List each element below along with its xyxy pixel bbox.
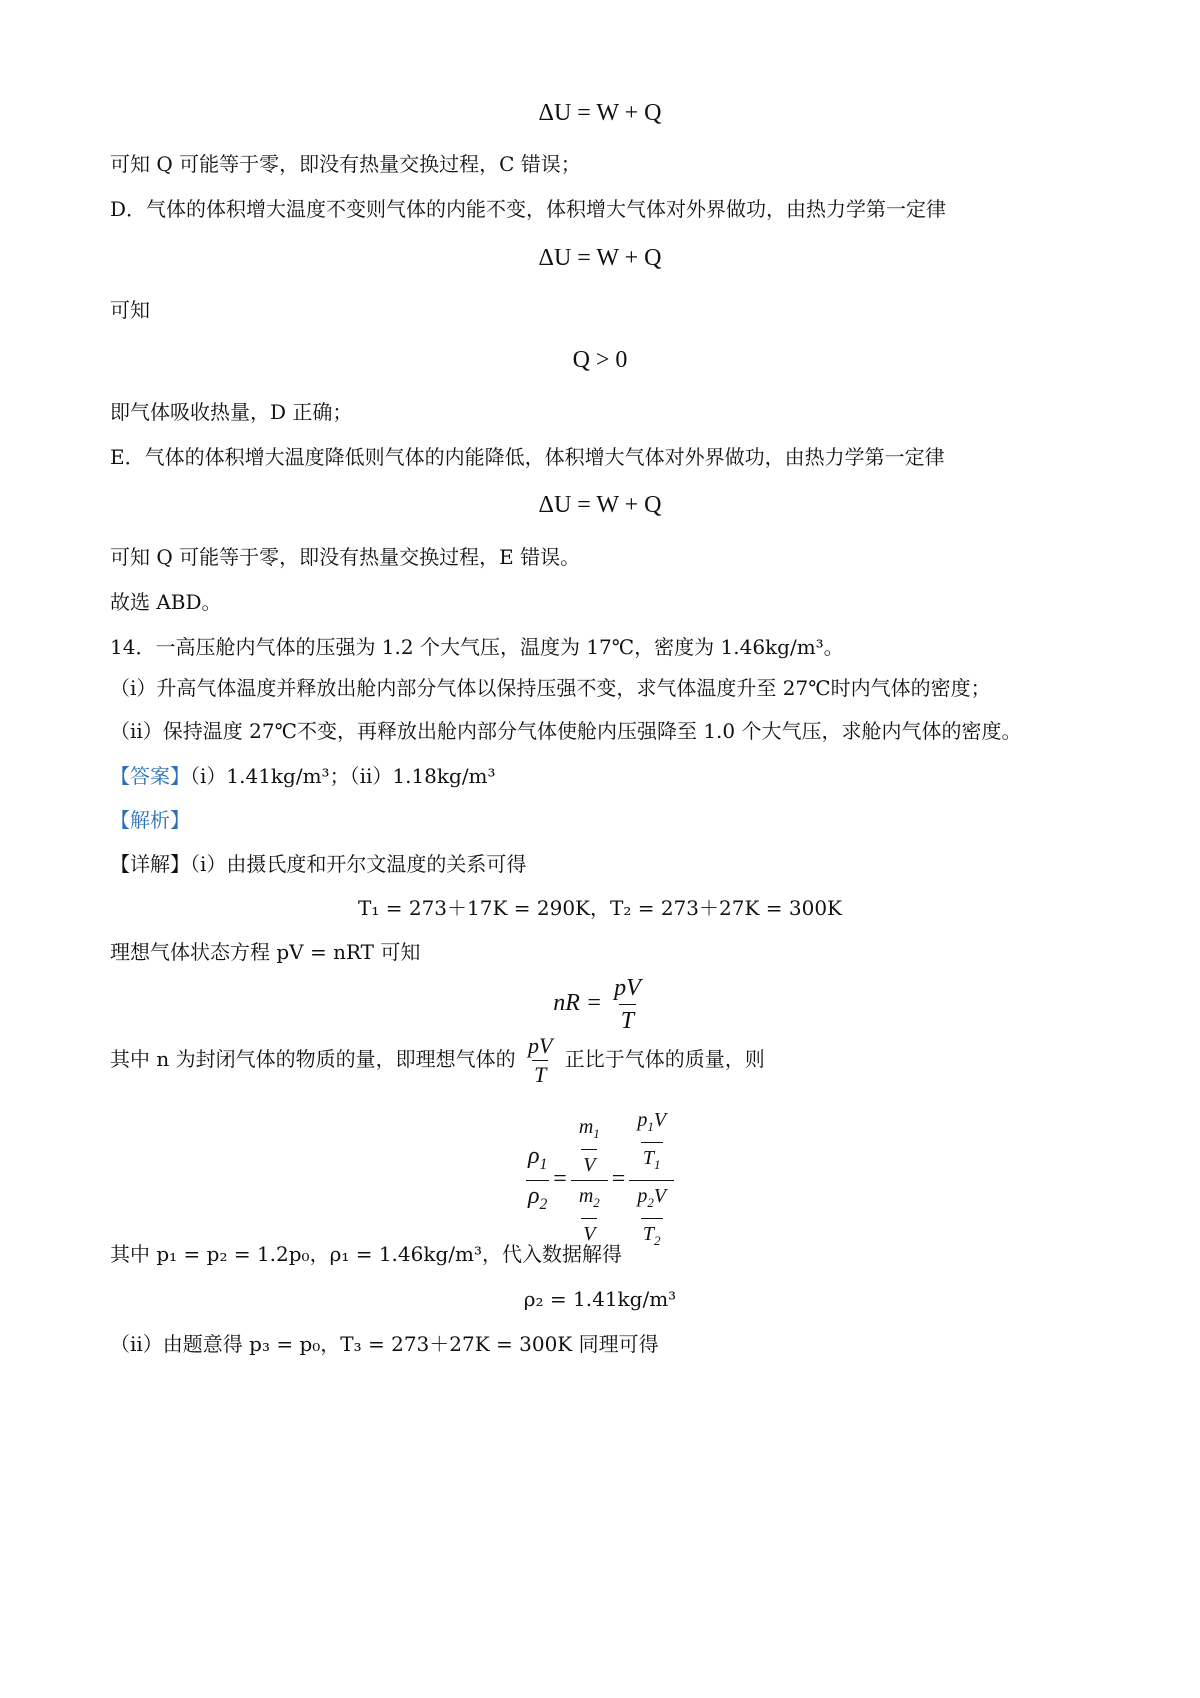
analysis-tag: 【解析】 (110, 808, 190, 832)
answer-tag: 【答案】 (110, 764, 190, 788)
text-line-c: 可知 Q 可能等于零，即没有热量交换过程，C 错误； (110, 152, 581, 176)
question-14-part-ii: （ii）保持温度 27℃不变，再释放出舱内部分气体使舱内压强降至 1.0 个大气压，求舱内气体的密度。 (110, 719, 1022, 743)
m2-over-V: $\frac{m_2}{V}$ (571, 1180, 608, 1249)
answer-line (110, 762, 496, 790)
fraction-pV-over-T-ratio (629, 1105, 674, 1256)
equation-rho2: ρ₂ = 1.41kg/m³ (523, 1287, 677, 1311)
equation-first-law-2: ΔU = W + Q (538, 245, 662, 271)
equation-nR (0, 972, 1200, 1037)
fraction-denominator: T (619, 1004, 636, 1037)
text-e-wrong: 可知 Q 可能等于零，即没有热量交换过程，E 错误。 (110, 545, 581, 569)
detail-line: 【详解】（i）由摄氏度和开尔文温度的关系可得 (110, 852, 527, 876)
equation-first-law-3: ΔU = W + Q (538, 492, 662, 518)
answer-text: （i）1.41kg/m³；（ii）1.18kg/m³ (190, 764, 496, 788)
n-description-line (110, 1032, 765, 1089)
inline-fraction-numerator: pV (527, 1033, 553, 1058)
fraction-pV-over-T (612, 972, 643, 1037)
equation-density-ratio: $\frac{\rho_1}{\rho_2}$ = $\frac{\frac{m_1}{V}}{\frac{m_2}{V}}$ = $\frac{\frac{p_1V}{T_1}}{\frac{p_2V}{T_2}}$ (0, 1105, 1200, 1256)
p2V-over-T2: $\frac{p_2V}{T_2}$ (629, 1180, 674, 1256)
rho1-symbol: $\rho_1$ (527, 1143, 548, 1173)
text-select-answer: 故选 ABD。 (110, 590, 222, 614)
part-ii-line: （ii）由题意得 p₃ = p₀，T₃ = 273＋27K = 300K 同理可得 (110, 1332, 659, 1356)
text-kezhi: 可知 (110, 298, 150, 322)
equation-first-law-1: ΔU = W + Q (538, 100, 662, 126)
equation-temperatures: T₁ = 273＋17K = 290K，T₂ = 273＋27K = 300K (358, 896, 842, 920)
given-values-line: 其中 p₁ = p₂ = 1.2p₀，ρ₁ = 1.46kg/m³，代入数据解得 (110, 1242, 622, 1266)
m1-over-V: $\frac{m_1}{V}$ (571, 1112, 608, 1180)
equation-q-positive: Q > 0 (572, 347, 628, 373)
question-14-part-i: （i）升高气体温度并释放出舱内部分气体以保持压强不变，求气体温度升至 27℃时内气体的密度； (110, 676, 991, 700)
ideal-gas-line: 理想气体状态方程 pV = nRT 可知 (110, 940, 421, 964)
rho2-symbol: $\rho_2$ (526, 1180, 549, 1220)
question-14: 14．一高压舱内气体的压强为 1.2 个大气压，温度为 17℃，密度为 1.46kg/m³。 (110, 635, 844, 659)
nR-lhs: nR = (553, 990, 603, 1017)
n-line-pre: 其中 n 为封闭气体的物质的量，即理想气体的 (110, 1047, 516, 1071)
fraction-mass-over-volume (571, 1112, 608, 1249)
fraction-numerator: pV (614, 975, 641, 1001)
fraction-rho-ratio (526, 1141, 549, 1220)
text-line-e: E．气体的体积增大温度降低则气体的内能降低，体积增大气体对外界做功，由热力学第一定律 (110, 445, 945, 469)
inline-fraction-denominator: T (534, 1062, 547, 1087)
text-d-correct: 即气体吸收热量，D 正确； (110, 400, 353, 424)
n-line-post: 正比于气体的质量，则 (564, 1047, 765, 1071)
inline-fraction-pV-over-T (526, 1032, 554, 1089)
p1V-over-T1: $\frac{p_1V}{T_1}$ (629, 1105, 674, 1180)
text-line-d: D．气体的体积增大温度不变则气体的内能不变，体积增大气体对外界做功，由热力学第一定律 (110, 197, 947, 221)
